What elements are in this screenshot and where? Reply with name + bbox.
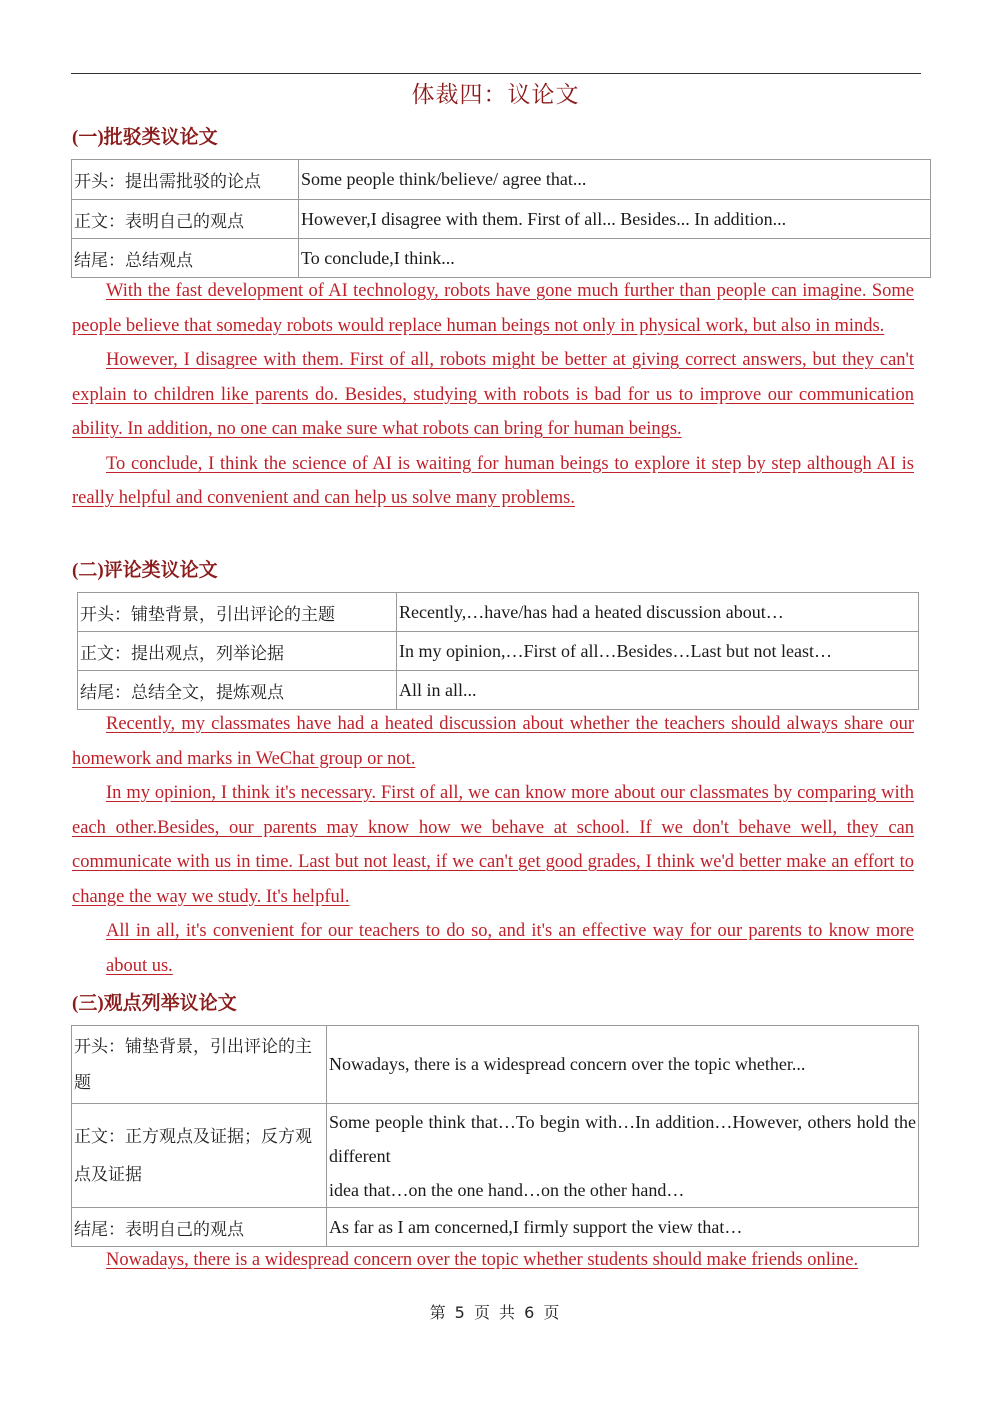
page-number: 第 5 页 共 6 页 <box>429 1303 562 1322</box>
essay-paragraph: To conclude, I think the science of AI is waiting for human beings to explore it step by step although AI is really helpful and convenient and can help us solve many problems. <box>72 453 914 508</box>
header-rule <box>71 73 921 74</box>
table-row <box>72 1208 919 1247</box>
table-row <box>72 239 931 278</box>
essay-paragraph: With the fast development of AI technology, robots have gone much further than people can imagine. Some people believe that someday robots would replace human beings not only in physical work, but also in minds. <box>72 281 914 336</box>
table-cell-phrase: Recently,…have/has had a heated discussion about… <box>397 593 919 632</box>
table-row <box>72 1104 919 1208</box>
table-cell-phrase: Some people think/believe/ agree that... <box>299 160 931 200</box>
essay-paragraph: Recently, my classmates have had a heated discussion about whether the teachers should always share our homework and marks in WeChat group or not. <box>72 714 914 769</box>
table-cell-label: 开头：铺垫背景，引出评论的主题 <box>78 593 397 632</box>
essay-paragraph: Nowadays, there is a widespread concern over the topic whether students should make friends online. <box>106 1250 859 1270</box>
table-cell-phrase: However,I disagree with them. First of all... Besides... In addition... <box>299 200 931 239</box>
essay-paragraph: However, I disagree with them. First of all, robots might be better at giving correct answers, but they can't explain to children like parents do. Besides, studying with robots is bad for us to improve our communication ability. In addition, no one can make sure what robots can bring for human beings. <box>72 350 914 439</box>
template-table-3 <box>71 1025 919 1247</box>
page-title: 体裁四：议论文 <box>411 82 580 107</box>
table-cell-phrase: All in all... <box>397 671 919 710</box>
table-cell-label: 正文：正方观点及证据；反方观点及证据 <box>72 1104 327 1208</box>
table-cell-phrase: In my opinion,…First of all…Besides…Last but not least… <box>397 632 919 671</box>
template-table-2 <box>77 592 919 710</box>
sample-essay-3 <box>72 1243 922 1278</box>
table-row <box>72 200 931 239</box>
sample-essay-1 <box>72 274 914 516</box>
table-cell-label: 开头：铺垫背景，引出评论的主题 <box>72 1026 327 1104</box>
table-cell-phrase: As far as I am concerned,I firmly support the view that… <box>327 1208 919 1247</box>
section-heading-3: (三)观点列举议论文 <box>72 993 237 1014</box>
table-cell-label: 结尾：总结全文，提炼观点 <box>78 671 397 710</box>
table-cell-phrase: Nowadays, there is a widespread concern over the topic whether... <box>327 1026 919 1104</box>
template-table-1 <box>71 159 931 278</box>
essay-paragraph: All in all, it's convenient for our teachers to do so, and it's an effective way for our parents to know more about us. <box>106 921 914 976</box>
table-cell-phrase: To conclude,I think... <box>299 239 931 278</box>
section-heading-1: (一)批驳类议论文 <box>72 127 218 148</box>
table-row <box>78 632 919 671</box>
essay-paragraph: In my opinion, I think it's necessary. First of all, we can know more about our classmates by comparing with each other.Besides, our parents may know how we behave at school. If we don't behave well, they can communicate with us in time. Last but not least, if we can't get good grades, I think we'd better make an effort to change the way we study. It's helpful. <box>72 783 914 907</box>
phrase-line: Some people think that…To begin with…In addition…However, others hold the different <box>329 1111 916 1166</box>
table-cell-label: 开头：提出需批驳的论点 <box>72 160 299 200</box>
table-cell-label: 结尾：表明自己的观点 <box>72 1208 327 1247</box>
table-cell-label: 正文：提出观点，列举论据 <box>78 632 397 671</box>
sample-essay-2 <box>72 707 914 983</box>
table-cell-label: 结尾：总结观点 <box>72 239 299 278</box>
phrase-line: idea that…on the one hand…on the other hand… <box>329 1179 685 1200</box>
table-row <box>72 160 931 200</box>
table-cell-phrase <box>327 1104 919 1208</box>
table-row <box>72 1026 919 1104</box>
section-heading-2: (二)评论类议论文 <box>72 560 218 581</box>
table-cell-label: 正文：表明自己的观点 <box>72 200 299 239</box>
table-row <box>78 671 919 710</box>
table-row <box>78 593 919 632</box>
